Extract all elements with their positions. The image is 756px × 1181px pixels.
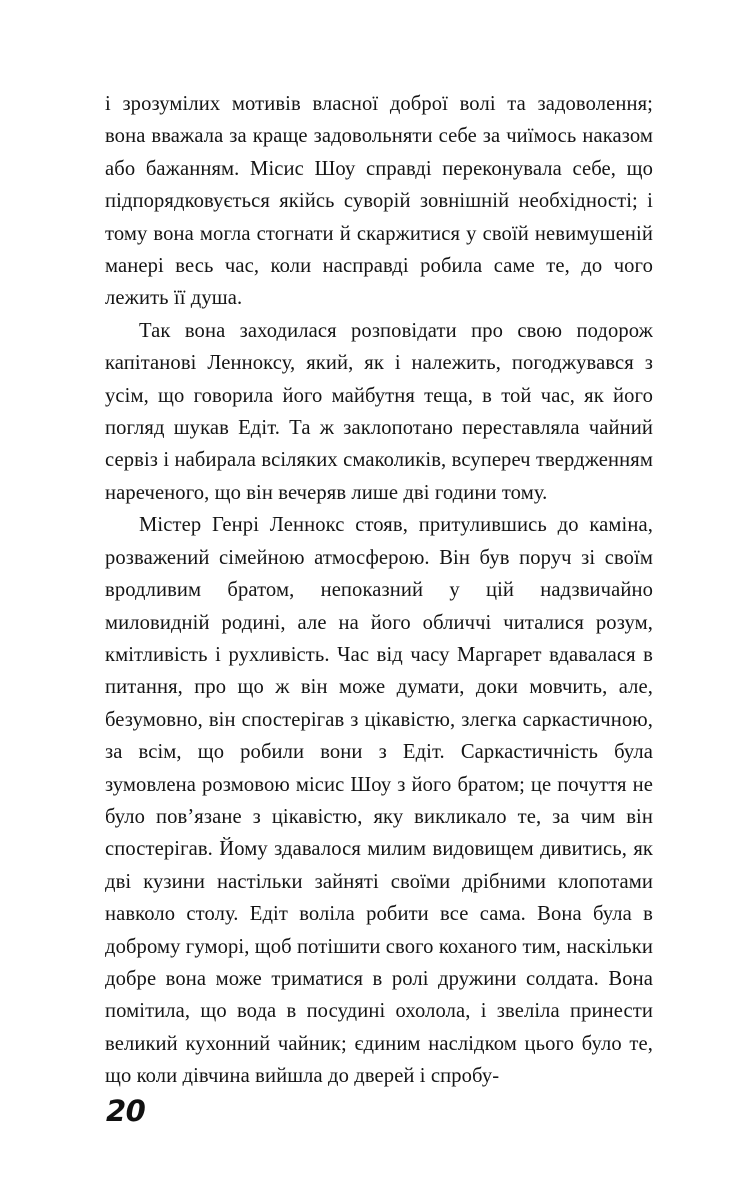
paragraph-1: і зрозумілих мотивів власної доброї волі та задоволення; вона вважала за краще задовольняти себе за чиїмось наказом або бажанням. Місис Шоу справді переконувала себе, що підпорядковується якійсь суворій зовнішній необхідності; і тому вона могла стогнати й скаржитися у своїй невимушеній манері весь час, коли насправді робила саме те, до чого лежить її душа. — [105, 93, 653, 310]
paragraph-3: Містер Генрі Леннокс стояв, притулившись до каміна, розважений сімейною атмосферою. Він був поруч зі своїм вродливим братом, непоказний у цій надзвичайно миловидній родині, але на його обличчі читалися розум, кмітливість і рухливість. Час від часу Маргарет вдавалася в питання, про що ж він може думати, доки мовчить, але, безумовно, він спостерігав з цікавістю, злегка саркастичною, за всім, що робили вони з Едіт. Саркастичність була зумовлена розмовою місис Шоу з його братом; це почуття не було пов’язане з цікавістю, яку викликало те, за чим він спостерігав. Йому здавалося милим видовищем дивитись, як дві кузини настільки зайняті своїми дрібними клопотами навколо столу. Едіт воліла робити все сама. Вона була в доброму гуморі, щоб потішити свого коханого тим, наскільки добре вона може триматися в ролі дружини солдата. Вона помітила, що вода в посудині охолола, і звеліла принести великий кухонний чайник; єдиним наслідком цього було те, що коли дівчина вийшла до дверей і спробу- — [105, 514, 653, 1088]
page-number: 20 — [106, 1094, 146, 1128]
body-text-column — [105, 88, 653, 1093]
paragraph-2: Так вона заходилася розповідати про свою подорож капітанові Ленноксу, який, як і належить, погоджувався з усім, що говорила його майбутня теща, в той час, як його погляд шукав Едіт. Та ж заклопотано переставляла чайний сервіз і набирала всіляких смаколиків, всупереч твердженням нареченого, що він вечеряв лише дві години тому. — [105, 319, 653, 504]
